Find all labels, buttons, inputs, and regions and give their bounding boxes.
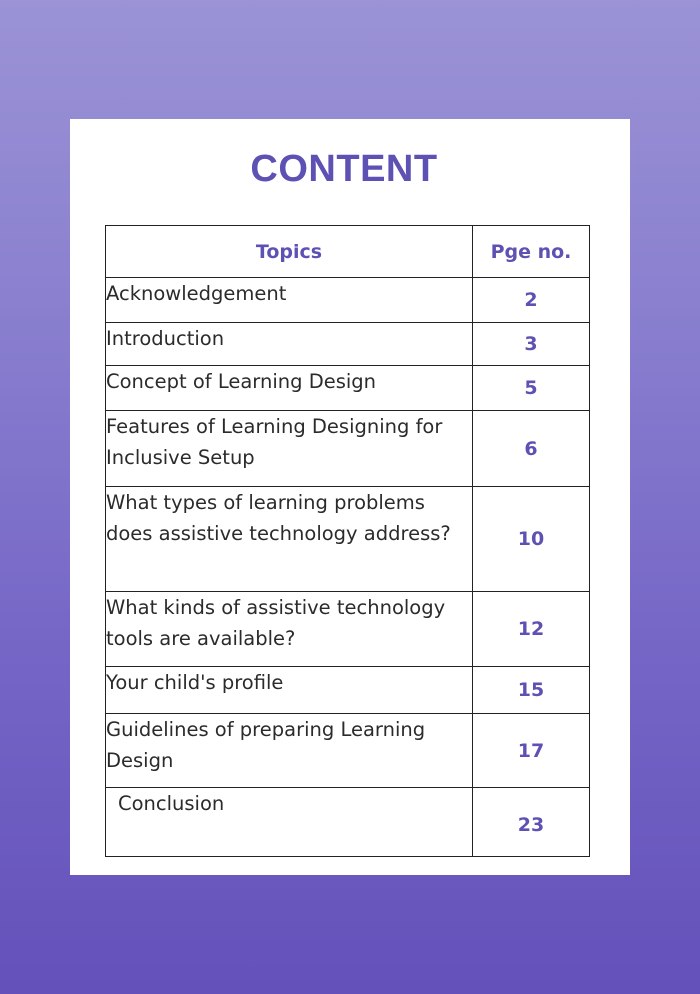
- table-row: [106, 323, 590, 366]
- topic-cell: Your child's profile: [106, 667, 473, 714]
- header-page-no: Pge no.: [473, 226, 590, 278]
- page-number-cell: 5: [473, 366, 590, 411]
- table-row: [106, 667, 590, 714]
- table-row: [106, 278, 590, 323]
- page-number-cell: 23: [473, 788, 590, 857]
- table-row: [106, 788, 590, 857]
- header-topics: Topics: [106, 226, 473, 278]
- page-title: CONTENT: [250, 148, 438, 190]
- table-row: [106, 411, 590, 487]
- topic-cell: Features of Learning Designing for Inclusive Setup: [106, 411, 473, 487]
- table-header-row: [106, 226, 590, 278]
- page-number-cell: 2: [473, 278, 590, 323]
- page-number-cell: 17: [473, 714, 590, 788]
- topic-cell: Concept of Learning Design: [106, 366, 473, 411]
- page-number-cell: 12: [473, 592, 590, 667]
- topic-cell: Guidelines of preparing Learning Design: [106, 714, 473, 788]
- page-number-cell: 15: [473, 667, 590, 714]
- table-row: [106, 487, 590, 592]
- table-of-contents: [105, 225, 590, 857]
- table-row: [106, 366, 590, 411]
- topic-cell: What types of learning problems does assistive technology address?: [106, 487, 473, 592]
- topic-cell: Conclusion: [106, 788, 473, 857]
- table-row: [106, 592, 590, 667]
- topic-cell: What kinds of assistive technology tools are available?: [106, 592, 473, 667]
- page-number-cell: 3: [473, 323, 590, 366]
- page-number-cell: 10: [473, 487, 590, 592]
- topic-cell: Acknowledgement: [106, 278, 473, 323]
- page-number-cell: 6: [473, 411, 590, 487]
- topic-cell: Introduction: [106, 323, 473, 366]
- table-row: [106, 714, 590, 788]
